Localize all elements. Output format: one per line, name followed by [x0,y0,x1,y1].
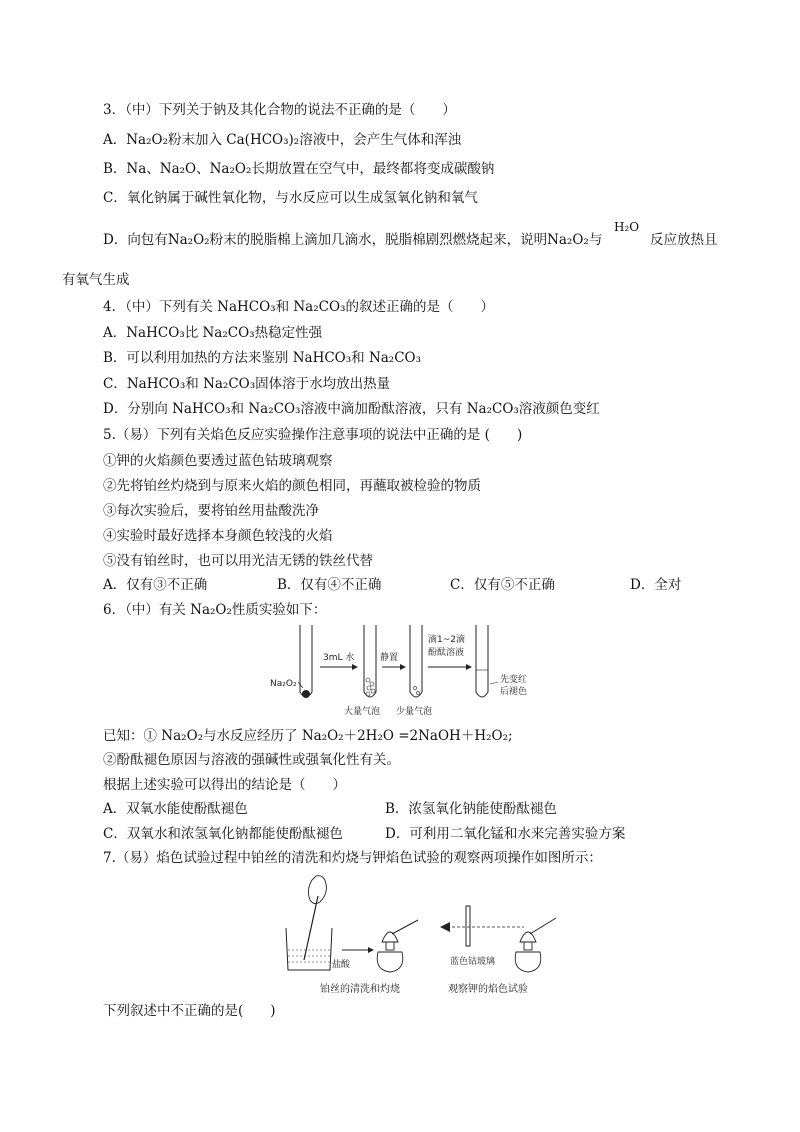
q6-option-c: C．双氧水和浓氢氧化钠都能使酚酞褪色 [103,826,343,842]
q5-item-3: ③每次实验后，要将铂丝用盐酸洗净 [103,503,319,519]
q6-option-a: A．双氧水能使酚酞褪色 [103,801,248,817]
q4-option-a: A．NaHCO₃比 Na₂CO₃热稳定性强 [103,325,323,341]
label-step1: 3mL 水 [323,653,355,663]
q6-option-b: B．浓氢氧化钠能使酚酞褪色 [385,801,557,817]
na2o2-powder [302,690,310,698]
q4-stem: 4．（中）下列有关 NaHCO₃和 Na₂CO₃的叙述正确的是（ ） [103,299,494,315]
q6-known-2: ②酚酞褪色原因与溶液的强碱性或强氧化性有关。 [103,752,400,768]
q7-ask: 下列叙述中不正确的是( ) [103,1003,276,1019]
q4-option-b: B．可以利用加热的方法来鉴别 NaHCO₃和 Na₂CO₃ [103,350,422,366]
caption-left: 铂丝的清洗和灼烧 [320,984,400,995]
q7-stem: 7.（易）焰色试验过程中铂丝的清洗和灼烧与钾焰色试验的观察两项操作如图所示： [103,850,602,866]
wire-2 [530,918,556,934]
flame-2 [520,932,536,942]
q3-option-d-continuation: 有氧气生成 [62,272,130,288]
q6-ask: 根据上述实验可以得出的结论是（ ） [103,777,346,793]
q7-flame-test-figure [278,872,568,997]
label-step3-line1: 滴1~2滴 [428,635,465,645]
label-step2: 静置 [380,653,399,663]
q5-item-2: ②先将铂丝灼烧到与原来火焰的颜色相同，再蘸取被检验的物质 [103,478,481,494]
q6-option-d: D．可利用二氧化锰和水来完善实验方案 [385,826,626,842]
q5-item-1: ①钾的火焰颜色要透过蓝色钴玻璃观察 [103,453,333,469]
q6-stem: 6．（中）有关 Na₂O₂性质实验如下： [103,602,327,618]
eye-icon [440,922,450,932]
alcohol-lamp-2 [515,952,541,972]
wire-in-flame [392,920,418,934]
q5-option-c: C．仅有⑤不正确 [450,577,555,593]
q3-option-d-formula: H₂O [614,220,640,234]
q3-option-b: B．Na、Na₂O、Na₂O₂长期放置在空气中，最终都将变成碳酸钠 [103,161,495,177]
q5-option-d: D．全对 [630,577,682,593]
beaker [286,928,332,970]
q5-stem: 5.（易）下列有关焰色反应实验操作注意事项的说法中正确的是 ( ) [103,427,523,443]
q3-option-c: C．氧化钠属于碱性氧化物，与水反应可以生成氢氧化钠和氧气 [103,190,478,206]
q6-experiment-figure [268,622,558,722]
q6-known-1: 已知：① Na₂O₂与水反应经历了 Na₂O₂＋2H₂O =2NaOH＋H₂O₂; [103,728,513,744]
test-tube-4 [476,625,488,697]
q5-item-5: ⑤没有铂丝时，也可以用光洁无锈的铁丝代替 [103,553,373,569]
platinum-wire [304,896,318,960]
label-glass: 蓝色钴玻璃 [450,957,496,967]
label-result-line2: 后褪色 [500,687,528,697]
q3-option-a: A．Na₂O₂粉末加入 Ca(HCO₃)₂溶液中，会产生气体和浑浊 [103,132,462,148]
alcohol-lamp-1 [377,952,403,972]
q3-option-d-part1: D．向包有Na₂O₂粉末的脱脂棉上滴加几滴水，脱脂棉剧烈燃烧起来，说明Na₂O₂与 [103,232,603,248]
label-step3-line2: 酚酞溶液 [428,648,465,658]
label-acid: 盐酸 [332,960,351,970]
label-many-bubbles: 大量气泡 [344,707,381,717]
q4-option-c: C．NaHCO₃和 Na₂CO₃固体溶于水均放出热量 [103,376,391,392]
q3-option-d-part2: 反应放热且 [650,232,718,248]
q4-option-d: D．分别向 NaHCO₃和 Na₂CO₃溶液中滴加酚酞溶液，只有 Na₂CO₃溶液颜色变红 [103,401,600,417]
q5-option-b: B．仅有④不正确 [277,577,382,593]
q5-option-a: A．仅有③不正确 [103,577,208,593]
q3-stem: 3．（中）下列关于钠及其化合物的说法不正确的是（ ） [103,102,456,118]
label-reagent: Na₂O₂ [270,679,297,689]
label-result-line1: 先变红 [500,675,528,685]
caption-right: 观察钾的焰色试验 [448,984,528,995]
cobalt-glass [466,906,470,946]
q5-item-4: ④实验时最好选择本身颜色较浅的火焰 [103,528,333,544]
label-few-bubbles: 少量气泡 [396,707,433,717]
test-tube-3 [410,625,422,697]
flame-1 [382,932,398,942]
